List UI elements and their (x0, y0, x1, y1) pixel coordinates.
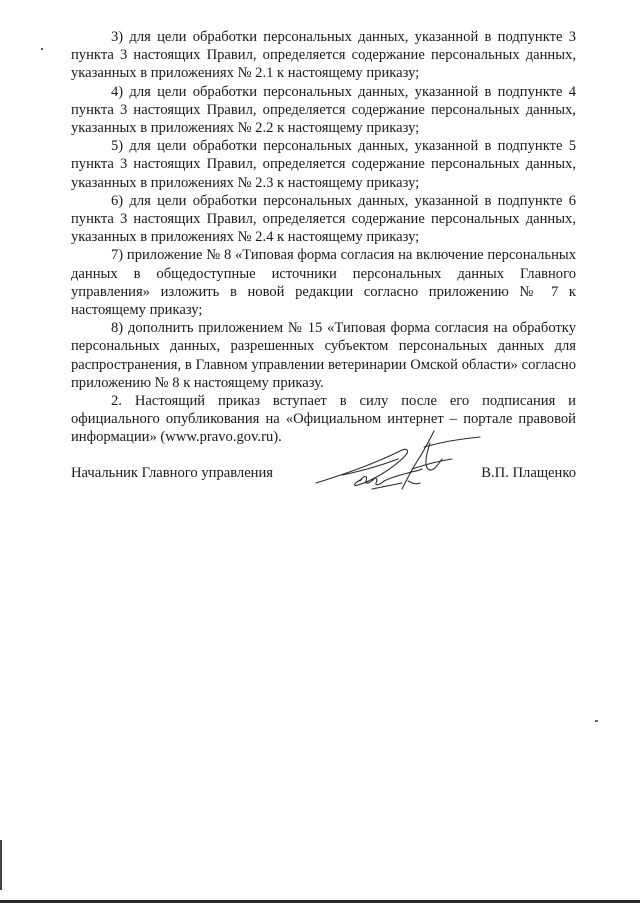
scan-edge-shadow (0, 900, 640, 903)
signatory-name: В.П. Плащенко (481, 465, 576, 481)
handwritten-signature (312, 425, 492, 505)
list-item: 3) для цели обработки персональных данных, указанной в подпункте 3 пункта 3 настоящих Правил, определяется содержание персональных данных, указанных в приложениях № 2.1 к настоящему приказу; (71, 29, 576, 82)
scan-edge-shadow (0, 840, 2, 890)
effective-date-paragraph: 2. Настоящий приказ вступает в силу после его подписания и официального опубликования на «Официальном интернет – портале правовой информации» (www.pravo.gov.ru). (71, 393, 576, 446)
list-item: 8) дополнить приложением № 15 «Типовая форма согласия на обработку персональных данных, разрешенных субъектом персональных данных для распространения, в Главном управлении ветеринарии Омской области» согласно приложению № 8 к настоящему приказу. (71, 320, 576, 391)
document-body (71, 28, 576, 447)
list-item: 4) для цели обработки персональных данных, указанной в подпункте 4 пункта 3 настоящих Правил, определяется содержание персональных данных, указанных в приложениях № 2.2 к настоящему приказу; (71, 83, 576, 137)
list-item: 7) приложение № 8 «Типовая форма согласия на включение персональных данных в общедоступные источники персональных данных Главного управления» изложить в новой редакции согласно приложению № 7 к настоящему приказу; (71, 247, 576, 319)
scan-artifact (595, 720, 598, 722)
list-item: 5) для цели обработки персональных данных, указанной в подпункте 5 пункта 3 настоящих Правил, определяется содержание персональных данных, указанных в приложениях № 2.3 к настоящему приказу; (71, 138, 576, 191)
list-item: 6) для цели обработки персональных данных, указанной в подпункте 6 пункта 3 настоящих Правил, определяется содержание персональных данных, указанных в приложениях № 2.4 к настоящему приказу; (71, 192, 576, 246)
scan-artifact (41, 48, 43, 50)
signatory-position: Начальник Главного управления (71, 465, 274, 481)
